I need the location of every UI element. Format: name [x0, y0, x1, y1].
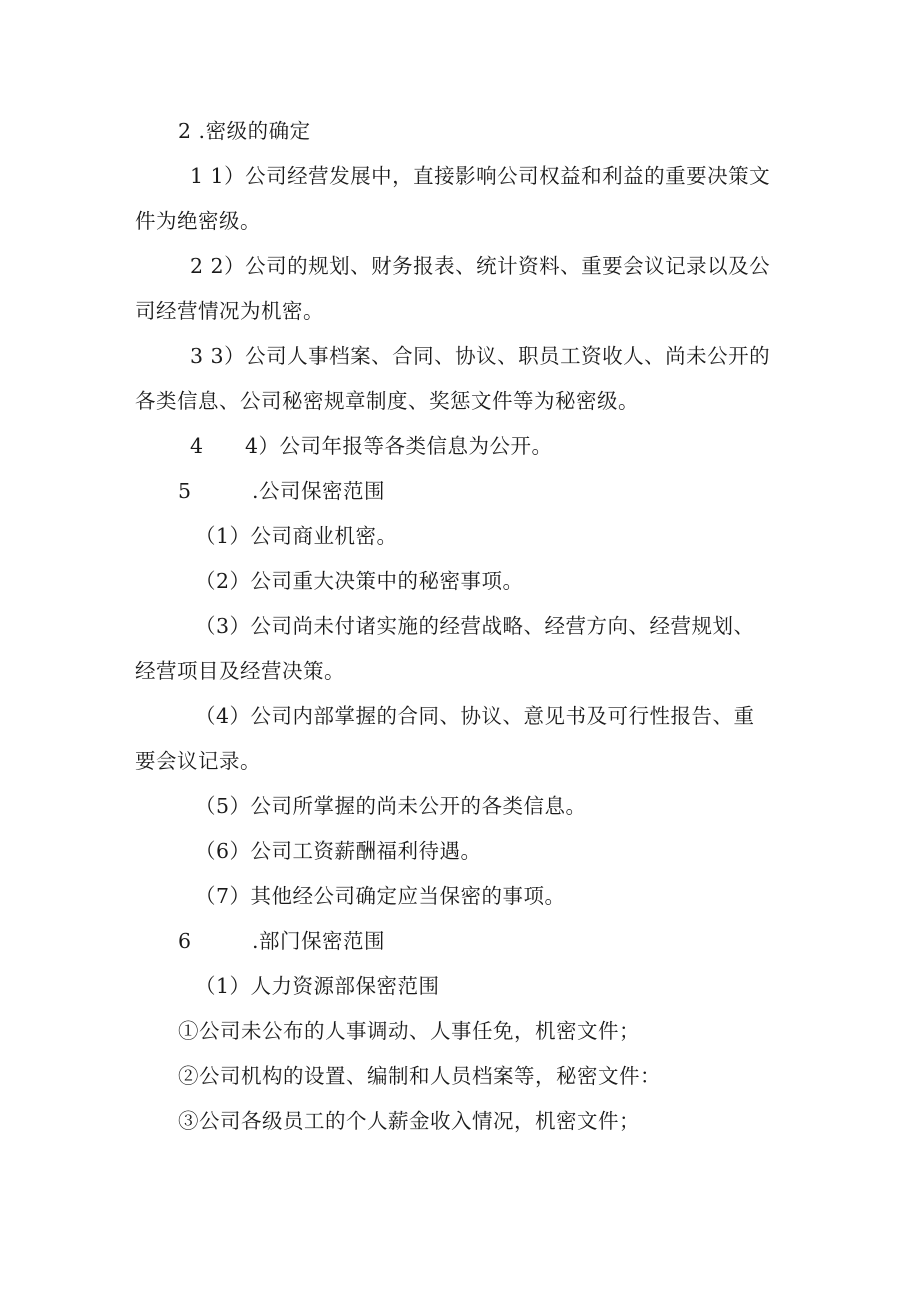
- paragraph-item-4-number: 4: [190, 434, 204, 458]
- section-heading-2: 2 .密级的确定: [178, 119, 311, 143]
- scope-item-5: （5）公司所掌握的尚未公开的各类信息。: [195, 794, 587, 818]
- paragraph-item-1-line1: 1 1）公司经营发展中，直接影响公司权益和利益的重要决策文: [190, 164, 771, 188]
- hr-scope-title: （1）人力资源部保密范围: [195, 974, 440, 998]
- scope-item-2: （2）公司重大决策中的秘密事项。: [195, 569, 524, 593]
- scope-item-4-line2: 要会议记录。: [135, 749, 261, 773]
- hr-scope-item-3: ③公司各级员工的个人薪金收入情况，机密文件；: [178, 1109, 640, 1133]
- scope-item-6: （6）公司工资薪酬福利待遇。: [195, 839, 482, 863]
- paragraph-item-4-text: 4）公司年报等各类信息为公开。: [245, 434, 553, 458]
- section-heading-5-text: .公司保密范围: [252, 479, 386, 503]
- scope-item-3-line1: （3）公司尚未付诸实施的经营战略、经营方向、经营规划、: [195, 614, 755, 638]
- section-heading-5-number: 5: [178, 479, 192, 503]
- scope-item-3-line2: 经营项目及经营决策。: [135, 659, 345, 683]
- paragraph-item-1-line2: 件为绝密级。: [135, 209, 261, 233]
- section-heading-6-number: 6: [178, 929, 192, 953]
- paragraph-item-2-line1: 2 2）公司的规划、财务报表、统计资料、重要会议记录以及公: [190, 254, 771, 278]
- paragraph-item-3-line2: 各类信息、公司秘密规章制度、奖惩文件等为秘密级。: [135, 389, 639, 413]
- paragraph-item-2-line2: 司经营情况为机密。: [135, 299, 324, 323]
- paragraph-item-3-line1: 3 3）公司人事档案、合同、协议、职员工资收人、尚未公开的: [190, 344, 771, 368]
- scope-item-1: （1）公司商业机密。: [195, 524, 398, 548]
- hr-scope-item-2: ②公司机构的设置、编制和人员档案等，秘密文件：: [178, 1064, 661, 1088]
- scope-item-4-line1: （4）公司内部掌握的合同、协议、意见书及可行性报告、重: [195, 704, 755, 728]
- hr-scope-item-1: ①公司未公布的人事调动、人事任免，机密文件；: [178, 1019, 640, 1043]
- section-heading-6-text: .部门保密范围: [252, 929, 386, 953]
- scope-item-7: （7）其他经公司确定应当保密的事项。: [195, 884, 566, 908]
